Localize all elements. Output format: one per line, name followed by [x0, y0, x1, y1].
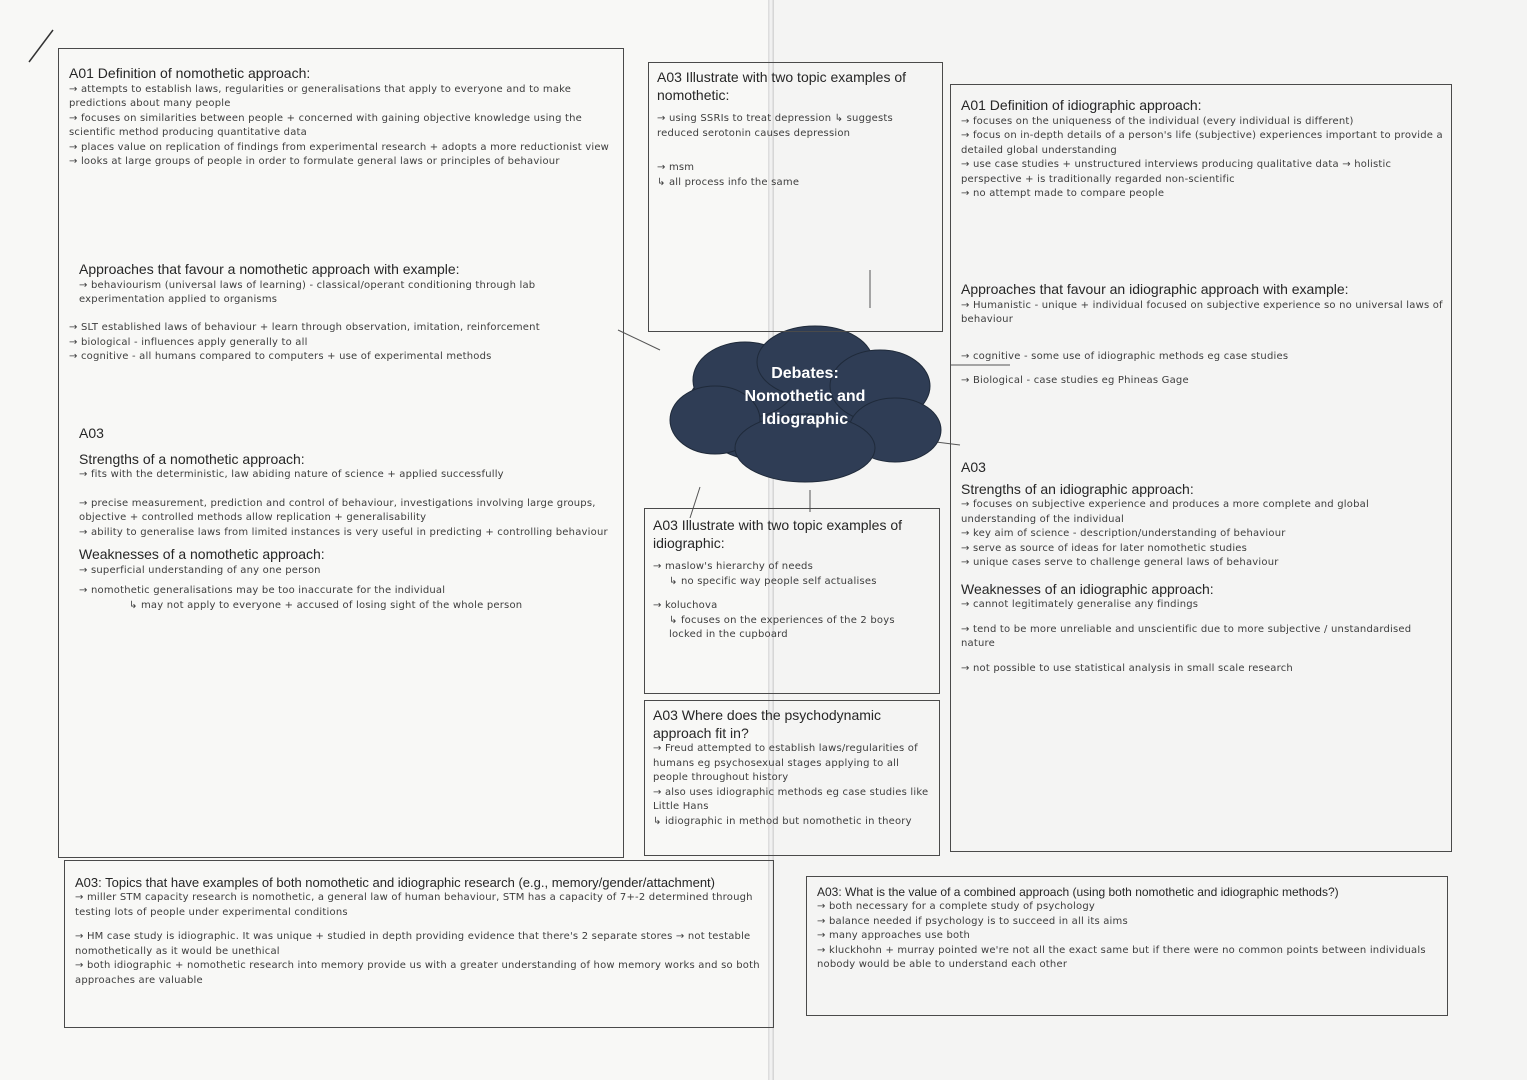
combined-note: → both necessary for a complete study of psychology [817, 901, 1096, 912]
nomothetic-example-note: → using SSRIs to treat depression ↳ suggests reduced serotonin causes depression [657, 113, 893, 139]
topics-box [64, 860, 774, 1028]
idiographic-main-box [950, 84, 1452, 852]
idiographic-weaknesses-heading: Weaknesses of an idiographic approach: [961, 580, 1214, 597]
nomothetic-weakness-note: ↳ may not apply to everyone + accused of losing sight of the whole person [129, 599, 523, 611]
idiographic-weakness-note: → cannot legitimately generalise any findings [961, 599, 1199, 610]
nomothetic-examples-box [648, 62, 943, 332]
psychodynamic-note: → also uses idiographic methods eg case studies like Little Hans [653, 786, 929, 812]
combined-approach-box [806, 876, 1448, 1016]
idiographic-definition-note: → use case studies + unstructured interviews producing qualitative data → holistic perspective + is traditionally regarded non-scientific [961, 159, 1392, 185]
idiographic-approaches-heading: Approaches that favour an idiographic approach with example: [961, 281, 1349, 297]
combined-note: → balance needed if psychology is to succeed in all its aims [817, 915, 1128, 927]
nomothetic-approaches-heading: Approaches that favour a nomothetic approach with example: [79, 261, 460, 277]
nomothetic-strength-note: → ability to generalise laws from limited instances is very useful in predicting + controlling behaviour [79, 526, 608, 538]
nomothetic-approach-note: → cognitive - all humans compared to computers + use of experimental methods [69, 351, 492, 362]
nomothetic-example-note: → msm [657, 162, 695, 173]
nomothetic-definition-note: → attempts to establish laws, regularities or generalisations that apply to everyone and to make predictions about many people [69, 83, 572, 109]
nomothetic-strengths-heading: Strengths of a nomothetic approach: [79, 450, 305, 467]
center-title-line-3: Idiographic [761, 411, 849, 429]
idiographic-definition-note: → no attempt made to compare people [961, 188, 1165, 199]
center-title-line-2: Nomothetic and [744, 388, 866, 406]
idiographic-example-note: → maslow's hierarchy of needs [653, 561, 813, 572]
nomothetic-strength-note: → fits with the deterministic, law abiding nature of science + applied successfully [79, 469, 504, 480]
idiographic-example-note: ↳ no specific way people self actualises [669, 575, 877, 587]
idiographic-strength-note: → focuses on subjective experience and produces a more complete and global understanding of the individual [961, 499, 1369, 525]
combined-note: → kluckhohn + murray pointed we're not all the exact same but if there were no common points between individuals nobody would be able to understand each other [817, 944, 1426, 970]
topics-note: → both idiographic + nomothetic research into memory provide us with a greater understanding of how memory works and so both approaches are valuable [75, 960, 760, 986]
idiographic-examples-box [644, 508, 940, 694]
idiographic-weakness-note: → not possible to use statistical analysis in small scale research [961, 662, 1293, 674]
idiographic-definition-note: → focuses on the uniqueness of the individual (every individual is different) [961, 115, 1354, 127]
psychodynamic-box [644, 700, 940, 856]
psychodynamic-note: ↳ idiographic in method but nomothetic in theory [653, 815, 912, 827]
idiographic-strengths-label: A03 [961, 459, 986, 475]
nomothetic-weakness-note: → superficial understanding of any one person [79, 564, 321, 576]
topics-heading: A03: Topics that have examples of both nomothetic and idiographic research (e.g., memory/gender/attachment) [75, 875, 716, 890]
topics-note: → miller STM capacity research is nomothetic, a general law of human behaviour, STM has a capacity of 7+-2 determined through testing lots of people under experimental conditions [75, 892, 753, 918]
nomothetic-examples-heading: A03 Illustrate with two topic examples of nomothetic: [657, 69, 907, 103]
nomothetic-approach-note: → SLT established laws of behaviour + learn through observation, imitation, reinforcement [69, 322, 540, 333]
central-topic-cloud [655, 320, 955, 490]
idiographic-example-note: ↳ focuses on the experiences of the 2 boys locked in the cupboard [669, 614, 895, 640]
idiographic-definition-note: → focus on in-depth details of a person's life (subjective) experiences important to provide a detailed global understanding [961, 130, 1443, 156]
psychodynamic-note: → Freud attempted to establish laws/regularities of humans eg psychosexual stages applying to all people throughout history [653, 743, 918, 783]
nomothetic-weakness-note: → nomothetic generalisations may be too inaccurate for the individual [79, 585, 446, 596]
nomothetic-approach-note: → behaviourism (universal laws of learning) - classical/operant conditioning through lab experimentation applied to organisms [79, 279, 536, 305]
idiographic-strength-note: → key aim of science - description/understanding of behaviour [961, 528, 1286, 539]
idiographic-strength-note: → serve as source of ideas for later nomothetic studies [961, 542, 1248, 554]
idiographic-approach-note: → cognitive - some use of idiographic methods eg case studies [961, 350, 1289, 362]
nomothetic-definition-heading: A01 Definition of nomothetic approach: [69, 65, 311, 81]
idiographic-weakness-note: → tend to be more unreliable and unscientific due to more subjective / unstandardised nature [961, 623, 1412, 649]
idiographic-definition-heading: A01 Definition of idiographic approach: [961, 97, 1202, 113]
idiographic-strengths-heading: Strengths of an idiographic approach: [961, 480, 1194, 497]
nomothetic-approach-note: → biological - influences apply generally to all [69, 336, 308, 348]
nomothetic-definition-note: → looks at large groups of people in order to formulate general laws or principles of behaviour [69, 156, 560, 167]
idiographic-approach-note: → Humanistic - unique + individual focused on subjective experience so no universal laws of behaviour [961, 299, 1443, 325]
combined-heading: A03: What is the value of a combined approach (using both nomothetic and idiographic methods?) [817, 885, 1339, 899]
nomothetic-definition-note: → places value on replication of findings from experimental research + adopts a more reductionist view [69, 141, 610, 153]
topics-note: → HM case study is idiographic. It was unique + studied in depth providing evidence that there's 2 separate stores → not testable nomothetically as it would be unethical [75, 931, 751, 957]
idiographic-examples-heading: A03 Illustrate with two topic examples of idiographic: [653, 517, 903, 551]
idiographic-approach-note: → Biological - case studies eg Phineas Gage [961, 375, 1189, 386]
center-title-line-1: Debates: [771, 365, 839, 382]
psychodynamic-heading: A03 Where does the psychodynamic approach fit in? [653, 707, 882, 741]
nomothetic-strengths-label: A03 [79, 425, 104, 441]
nomothetic-definition-note: → focuses on similarities between people + concerned with gaining objective knowledge using the scientific method producing quantitative data [69, 112, 583, 138]
nomothetic-strength-note: → precise measurement, prediction and control of behaviour, investigations involving large groups, objective + controlled methods allow replication + generalisability [79, 497, 596, 523]
combined-note: → many approaches use both [817, 930, 971, 941]
nomothetic-example-note: ↳ all process info the same [657, 176, 800, 188]
nomothetic-weaknesses-heading: Weaknesses of a nomothetic approach: [79, 546, 325, 562]
idiographic-example-note: → koluchova [653, 600, 718, 611]
idiographic-strength-note: → unique cases serve to challenge general laws of behaviour [961, 557, 1279, 568]
nomothetic-main-box [58, 48, 624, 858]
